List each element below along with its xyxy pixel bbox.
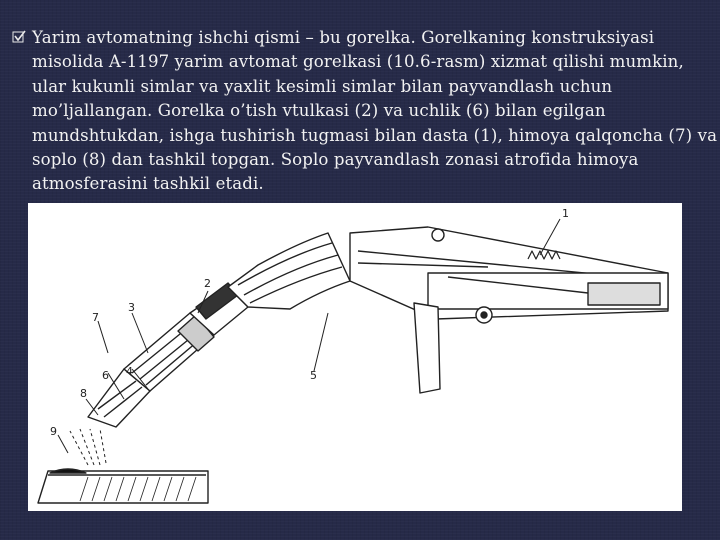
callout-2: 2 — [204, 277, 211, 290]
callout-7: 7 — [92, 311, 99, 324]
welding-torch-diagram — [28, 203, 682, 511]
callout-6: 6 — [102, 369, 109, 382]
callout-8: 8 — [80, 387, 87, 400]
bent-neck — [228, 233, 350, 309]
workpiece-plate — [38, 471, 208, 503]
weld-pool — [50, 469, 86, 473]
slide-paragraph: Yarim avtomatning ishchi qismi – bu gorelka. Gorelkaning konstruksiyasi misolida A-1197 yarim avtomat gorelkasi (10.6-rasm) xizmat qilishi mumkin, ular kukunli simlar va yaxlit kesimli simlar bilan payvandlash uchun mo’ljallangan. Gorelka o’tish vtulkasi (2) va uchlik (6) bilan egilgan mundshtukdan, ishga tushirish tugmasi bilan dasta (1), himoya qalqoncha (7) va soplo (8) dan tashkil topgan. Soplo payvandlash zonasi atrofida himoya atmosferasini tashkil etadi. — [32, 28, 718, 194]
callout-1: 1 — [562, 207, 569, 220]
callout-4: 4 — [126, 365, 133, 378]
callout-5: 5 — [310, 369, 317, 382]
callout-9: 9 — [50, 425, 57, 438]
callout-3: 3 — [128, 301, 135, 314]
check-mark-icon — [12, 30, 26, 44]
trigger-button — [414, 303, 440, 393]
